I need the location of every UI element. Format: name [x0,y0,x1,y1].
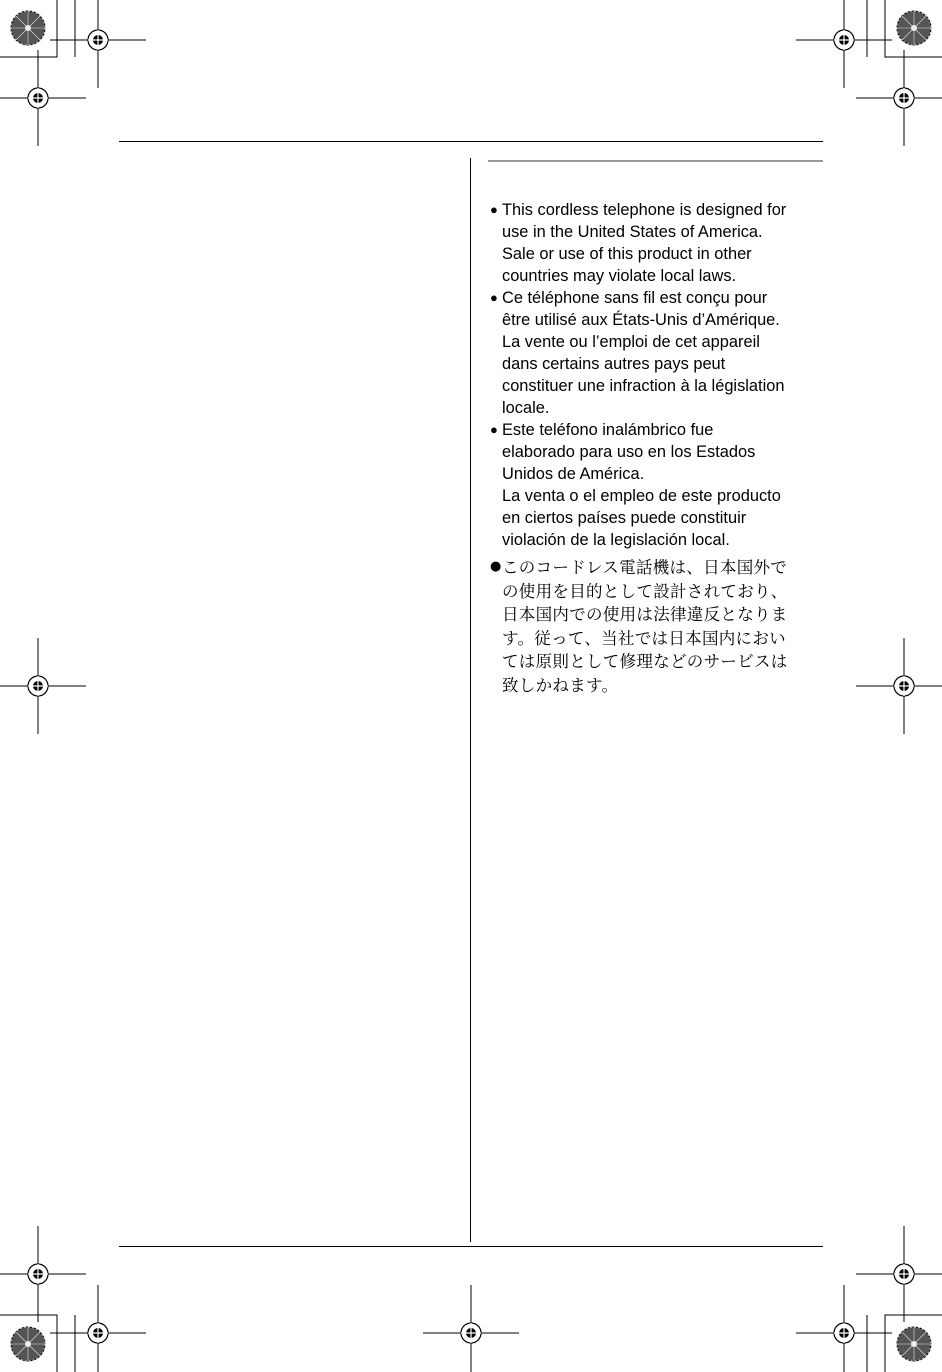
bullet-icon: ● [490,559,502,574]
registration-mark-icon [796,0,892,88]
notice-spanish [488,419,823,551]
bottom-rule [119,1246,823,1247]
notice-text: La venta o el empleo de este producto en ciertos países puede constituir violación de la legislación local. [502,487,781,549]
registration-mark-icon [796,1285,892,1372]
bullet-icon: ● [490,202,498,217]
registration-mark-icon [856,1226,942,1322]
color-bar-bottom-left-icon [11,1327,45,1361]
registration-mark-icon [0,50,86,146]
notice-french [488,287,823,419]
section-rule [488,160,823,162]
registration-mark-icon [0,1226,86,1322]
notice-text: このコードレス電話機は、日本国外で の使用を目的として設計されており、 日本国内での使用は法律違反となりま す。従って、当社では日本国内におい ては原則として修理などのサービスは 致しかねます。 [502,558,788,695]
bullet-icon: ● [490,422,498,437]
legal-notice-list [488,199,823,697]
registration-mark-icon [856,50,942,146]
registration-mark-icon [50,1285,146,1372]
color-bar-top-left-icon [11,11,45,45]
registration-mark-icon [423,1285,519,1372]
notice-text: Ce téléphone sans fil est conçu pour être utilisé aux États-Unis d’Amérique. La vente ou l’emploi de cet appareil dans certains autres pays peut constituer une infraction à la législation locale. [502,289,785,417]
color-bar-top-right-icon [897,11,931,45]
notice-text: This cordless telephone is designed for use in the United States of America. Sale or use of this product in other countries may violate local laws. [502,201,787,285]
column-divider [470,158,471,1242]
color-bar-bottom-right-icon [897,1327,931,1361]
bullet-icon: ● [490,290,498,305]
registration-mark-icon [50,0,146,88]
notice-text: Este teléfono inalámbrico fue elaborado para uso en los Estados Unidos de América. [502,421,756,483]
notice-english [488,199,823,287]
top-rule [119,141,823,142]
notice-japanese [488,556,823,697]
registration-mark-icon [856,638,942,734]
registration-mark-icon [0,638,86,734]
